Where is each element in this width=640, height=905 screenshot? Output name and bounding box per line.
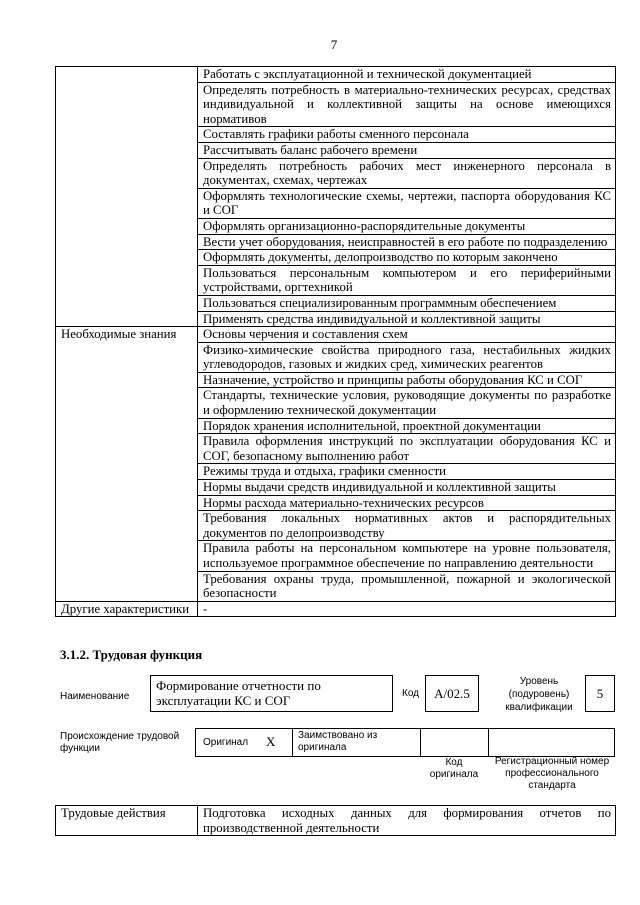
level-label: Уровень (подуровень) квалификации (505, 676, 573, 713)
group-label: Необходимые знания (56, 327, 198, 602)
level-value: 5 (596, 685, 604, 701)
requirements-table-body (56, 67, 616, 617)
requirement-item: Применять средства индивидуальной и коллективной защиты (198, 311, 616, 327)
requirement-item: Нормы выдачи средств индивидуальной и коллективной защиты (198, 480, 616, 496)
requirement-item: Определять потребность в материально-технических ресурсах, средствах индивидуальной и коллективной защиты на основе имеющихся нормативов (198, 82, 616, 127)
function-name-box: Формирование отчетности по эксплуатации КС и СОГ (150, 675, 393, 712)
reg-number-caption: Регистрационный номер профессионального стандарта (494, 756, 610, 791)
requirement-item: Порядок хранения исполнительной, проектной документации (198, 418, 616, 434)
requirement-item: Оформлять организационно-распорядительные документы (198, 218, 616, 234)
requirement-item: Режимы труда и отдыха, графики сменности (198, 464, 616, 480)
requirement-item: Правила работы на персональном компьютере на уровне пользователя, используемое программное обеспечение по направлению деятельности (198, 541, 616, 571)
requirement-item: Оформлять технологические схемы, чертежи, паспорта оборудования КС и СОГ (198, 188, 616, 218)
actions-table-body (56, 806, 616, 836)
group-label: Другие характеристики (56, 601, 198, 617)
origin-label: Происхождение трудовой функции (60, 731, 180, 754)
table-row (56, 601, 616, 617)
actions-table (55, 805, 616, 836)
code-value: A/02.5 (434, 685, 470, 701)
requirements-table (55, 66, 616, 617)
name-label: Наименование (60, 691, 130, 702)
requirement-item: Определять потребность рабочих мест инженерного персонала в документах, схемах, чертежах (198, 158, 616, 188)
table-row (56, 67, 616, 83)
requirement-item: - (198, 601, 616, 617)
code-label: Код (402, 688, 420, 699)
page-number: 7 (330, 37, 338, 52)
requirement-item: Рассчитывать баланс рабочего времени (198, 142, 616, 158)
action-item: Подготовка исходных данных для формирования отчетов по производственной деятельности (198, 806, 616, 836)
original-mark: X (266, 734, 276, 749)
code-original-caption: Код оригинала (429, 757, 479, 780)
group-label (56, 67, 198, 327)
requirement-item: Составлять графики работы сменного персонала (198, 127, 616, 143)
origin-reg-number-cell (488, 728, 615, 757)
original-label: Оригинал (203, 737, 249, 748)
table-row (56, 806, 616, 836)
requirement-item: Вести учет оборудования, неисправностей в его работе по подразделению (198, 234, 616, 250)
requirement-item: Основы черчения и составления схем (198, 327, 616, 343)
requirement-item: Пользоваться персональным компьютером и его периферийными устройствами, оргтехникой (198, 265, 616, 295)
requirement-item: Нормы расхода материально-технических ресурсов (198, 495, 616, 511)
borrowed-label: Заимствовано из оригинала (298, 730, 378, 753)
section-heading: 3.1.2. Трудовая функция (60, 647, 203, 662)
origin-code-cell (420, 728, 489, 757)
requirement-item: Назначение, устройство и принципы работы оборудования КС и СОГ (198, 372, 616, 388)
requirement-item: Физико-химические свойства природного газа, нестабильных жидких углеводородов, газовых и жидких сред, химических реагентов (198, 342, 616, 372)
requirement-item: Требования локальных нормативных актов и распорядительных документов по делопроизводству (198, 511, 616, 541)
requirement-item: Стандарты, технические условия, руководящие документы по разработке и оформлению технической документации (198, 388, 616, 418)
origin-borrowed-cell (292, 728, 421, 757)
requirement-item: Требования охраны труда, промышленной, пожарной и экологической безопасности (198, 571, 616, 601)
requirement-item: Пользоваться специализированным программным обеспечением (198, 295, 616, 311)
code-box (425, 675, 479, 712)
level-box (585, 675, 615, 712)
table-row (56, 327, 616, 343)
requirement-item: Работать с эксплуатационной и технической документацией (198, 67, 616, 83)
origin-original-cell (195, 728, 293, 757)
requirement-item: Оформлять документы, делопроизводство по которым закончено (198, 250, 616, 266)
requirement-item: Правила оформления инструкций по эксплуатации оборудования КС и СОГ, безопасному выполнению работ (198, 434, 616, 464)
actions-label: Трудовые действия (56, 806, 198, 836)
